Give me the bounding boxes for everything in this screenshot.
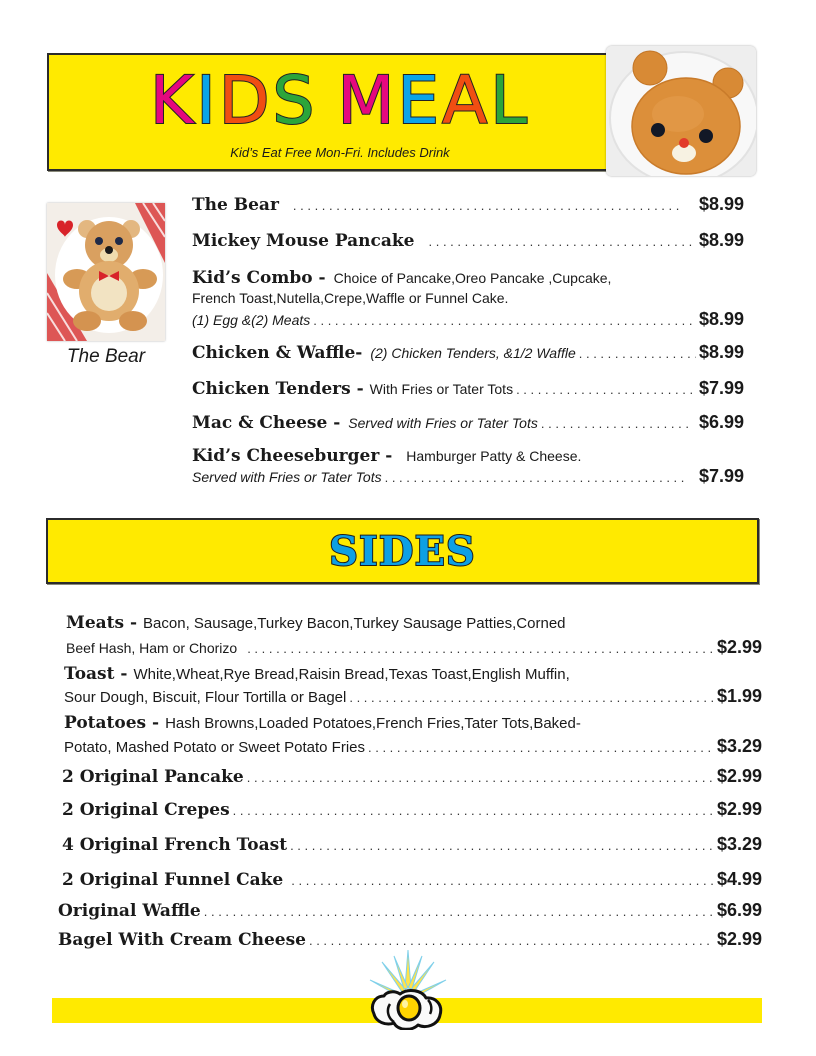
side-item-original-pancake	[62, 766, 762, 787]
menu-item-mac-cheese	[192, 412, 744, 433]
item-price: $2.99	[716, 929, 762, 949]
side-item-original-french-toast	[62, 834, 762, 855]
menu-item-mickey-mouse-pancake	[192, 230, 744, 251]
title-letter: A	[442, 62, 489, 139]
title-letter: L	[490, 62, 529, 139]
item-name: Meats -	[66, 613, 138, 633]
item-price: $8.99	[698, 194, 744, 214]
kids-meal-banner	[47, 53, 613, 171]
leader-dots	[313, 314, 696, 327]
leader-dots	[247, 642, 714, 655]
side-item-original-funnel-cake	[62, 869, 762, 890]
item-description: French Toast,Nutella,Crepe,Waffle or Funnel Cake.	[192, 290, 509, 306]
item-price: $6.99	[698, 412, 744, 432]
title-letter: E	[397, 62, 441, 139]
item-name: 2 Original Pancake	[62, 767, 244, 787]
title-letter: K	[149, 62, 195, 139]
leader-dots	[309, 934, 714, 947]
item-price: $8.99	[698, 309, 744, 329]
side-item-original-waffle	[58, 900, 762, 921]
item-name: Mickey Mouse Pancake	[192, 231, 415, 251]
bear-pancake-photo	[606, 46, 756, 176]
item-name: Bagel With Cream Cheese	[58, 930, 306, 950]
title-letter: I	[196, 62, 217, 139]
fried-egg-sunburst-icon	[362, 948, 454, 1030]
item-price: $1.99	[716, 686, 762, 706]
leader-dots	[429, 235, 696, 248]
side-item-original-crepes	[62, 799, 762, 820]
leader-dots	[293, 199, 681, 212]
kids-meal-subtitle: Kid’s Eat Free Mon-Fri. Includes Drink	[230, 145, 450, 160]
item-price: $3.29	[716, 736, 762, 756]
item-description: Served with Fries or Tater Tots	[348, 415, 538, 431]
item-price: $2.99	[716, 766, 762, 786]
bear-pancake-image	[606, 46, 756, 176]
item-description: Choice of Pancake,Oreo Pancake ,Cupcake,	[333, 270, 612, 286]
item-description: Bacon, Sausage,Turkey Bacon,Turkey Sausage Patties,Corned	[143, 615, 566, 632]
item-price: $4.99	[716, 869, 762, 889]
leader-dots	[385, 471, 685, 484]
item-description: Served with Fries or Tater Tots	[192, 469, 382, 485]
item-name: The Bear	[192, 195, 279, 215]
teddy-bear-pancake-photo	[47, 203, 165, 341]
item-description: Beef Hash, Ham or Chorizo	[66, 640, 238, 656]
item-name: 4 Original French Toast	[62, 835, 288, 855]
item-price: $7.99	[698, 466, 744, 486]
kids-meal-title	[129, 63, 549, 139]
title-letter: S	[272, 62, 316, 139]
item-price: $8.99	[698, 342, 744, 362]
item-description: With Fries or Tater Tots	[369, 381, 514, 397]
item-name: Kid’s Combo -	[192, 268, 326, 288]
item-description: (2) Chicken Tenders, &1/2 Waffle	[370, 345, 576, 361]
leader-dots	[579, 347, 696, 360]
item-description: (1) Egg &(2) Meats	[192, 312, 311, 328]
menu-item-chicken-tenders	[192, 378, 744, 399]
leader-dots	[291, 874, 714, 887]
leader-dots	[368, 741, 714, 754]
leader-dots	[541, 417, 689, 430]
title-letter: D	[218, 62, 271, 139]
menu-item-chicken-waffle	[192, 342, 744, 363]
item-price: $2.99	[716, 637, 762, 657]
item-description: Hamburger Patty & Cheese.	[406, 448, 582, 464]
item-name: Toast -	[64, 664, 128, 684]
item-price: $3.29	[716, 834, 762, 854]
leader-dots	[516, 383, 696, 396]
item-description: White,Wheat,Rye Bread,Raisin Bread,Texas Toast,English Muffin,	[133, 666, 570, 683]
teddy-bear-image	[47, 203, 165, 341]
leader-dots	[247, 771, 714, 784]
item-name: Chicken Tenders -	[192, 379, 364, 399]
item-name: Chicken & Waffle-	[192, 343, 363, 363]
item-price: $6.99	[716, 900, 762, 920]
title-letter: M	[337, 62, 396, 139]
sides-banner	[46, 518, 759, 584]
item-name: Original Waffle	[58, 901, 201, 921]
photo-caption: The Bear	[66, 346, 146, 367]
sides-title: SIDES	[329, 528, 476, 575]
leader-dots	[233, 804, 714, 817]
leader-dots	[204, 905, 714, 918]
item-name: Potatoes -	[64, 713, 160, 733]
item-price: $8.99	[698, 230, 744, 250]
item-name: Kid’s Cheeseburger -	[192, 446, 393, 466]
item-description: Sour Dough, Biscuit, Flour Tortilla or Bagel	[64, 689, 347, 706]
item-name: Mac & Cheese -	[192, 413, 341, 433]
leader-dots	[349, 691, 714, 704]
leader-dots	[290, 839, 714, 852]
item-name: 2 Original Funnel Cake	[62, 870, 284, 890]
item-price: $2.99	[716, 799, 762, 819]
menu-item-the-bear	[192, 194, 744, 215]
item-description: Hash Browns,Loaded Potatoes,French Fries,Tater Tots,Baked-	[165, 715, 581, 732]
item-description: Potato, Mashed Potato or Sweet Potato Fries	[64, 739, 365, 756]
side-item-bagel-cream-cheese	[58, 929, 762, 950]
item-price: $7.99	[698, 378, 744, 398]
item-name: 2 Original Crepes	[62, 800, 230, 820]
